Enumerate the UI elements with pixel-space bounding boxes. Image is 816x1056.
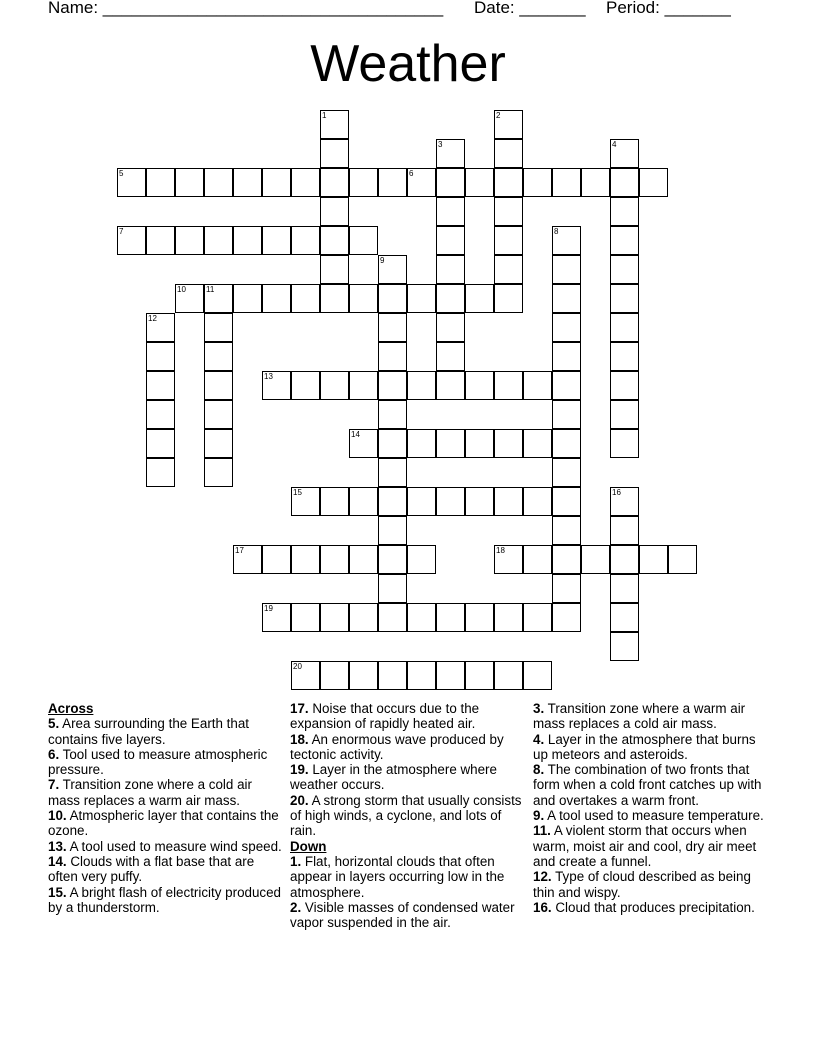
grid-cell[interactable] xyxy=(407,545,436,574)
grid-cell[interactable] xyxy=(204,458,233,487)
page-title: Weather xyxy=(310,35,506,93)
grid-cell[interactable] xyxy=(610,342,639,371)
grid-cell[interactable] xyxy=(320,487,349,516)
grid-cell[interactable] xyxy=(436,255,465,284)
grid-cell[interactable] xyxy=(320,226,349,255)
grid-cell[interactable] xyxy=(465,371,494,400)
grid-cell[interactable] xyxy=(233,284,262,313)
across-heading: Across xyxy=(48,701,94,716)
grid-cell[interactable] xyxy=(494,603,523,632)
grid-cell[interactable] xyxy=(204,371,233,400)
grid-cell[interactable] xyxy=(610,255,639,284)
grid-cell[interactable] xyxy=(610,400,639,429)
grid-cell[interactable] xyxy=(436,661,465,690)
grid-cell[interactable] xyxy=(204,168,233,197)
grid-cell[interactable] xyxy=(523,603,552,632)
clue-number: 19 xyxy=(264,604,273,613)
clue-number: 10 xyxy=(177,285,186,294)
grid-cell[interactable] xyxy=(494,545,523,574)
grid-cell[interactable] xyxy=(378,545,407,574)
grid-cell[interactable] xyxy=(204,342,233,371)
grid-cell[interactable] xyxy=(407,661,436,690)
clue-number: 12 xyxy=(148,314,157,323)
grid-cell[interactable] xyxy=(378,342,407,371)
grid-cell[interactable] xyxy=(581,168,610,197)
grid-cell[interactable] xyxy=(378,284,407,313)
grid-cell[interactable] xyxy=(552,342,581,371)
grid-cell[interactable] xyxy=(436,284,465,313)
grid-cell[interactable] xyxy=(146,313,175,342)
grid-cell[interactable] xyxy=(494,110,523,139)
clue-number: 6 xyxy=(409,169,414,178)
grid-cell[interactable] xyxy=(378,400,407,429)
clue-down-1: 1. Flat, horizontal clouds that often appear in layers occurring low in the atmosphere. xyxy=(290,853,505,900)
grid-cell[interactable] xyxy=(436,371,465,400)
grid-cell[interactable] xyxy=(552,255,581,284)
down-heading: Down xyxy=(290,838,327,854)
grid-cell[interactable] xyxy=(291,284,320,313)
grid-cell[interactable] xyxy=(349,603,378,632)
grid-cell[interactable] xyxy=(494,139,523,168)
clue-number: 15 xyxy=(293,488,302,497)
grid-cell[interactable] xyxy=(349,429,378,458)
grid-cell[interactable] xyxy=(407,487,436,516)
grid-cell[interactable] xyxy=(552,487,581,516)
grid-cell[interactable] xyxy=(320,110,349,139)
grid-cell[interactable] xyxy=(552,313,581,342)
grid-cell[interactable] xyxy=(349,284,378,313)
grid-cell[interactable] xyxy=(552,168,581,197)
clue-down-4: 4. Layer in the atmosphere that burns up meteors and asteroids. xyxy=(533,731,756,762)
grid-cell[interactable] xyxy=(378,429,407,458)
grid-cell[interactable] xyxy=(378,603,407,632)
grid-cell[interactable] xyxy=(552,400,581,429)
clue-number: 7 xyxy=(119,227,124,236)
grid-cell[interactable] xyxy=(291,545,320,574)
grid-cell[interactable] xyxy=(494,487,523,516)
grid-cell[interactable] xyxy=(610,313,639,342)
grid-cell[interactable] xyxy=(291,226,320,255)
grid-cell[interactable] xyxy=(494,197,523,226)
grid-cell[interactable] xyxy=(175,284,204,313)
clue-number: 3 xyxy=(438,140,443,149)
grid-cell[interactable] xyxy=(407,429,436,458)
grid-cell[interactable] xyxy=(610,487,639,516)
clue-down-3: 3. Transition zone where a warm air mass replaces a cold air mass. xyxy=(533,701,746,732)
grid-cell[interactable] xyxy=(610,545,639,574)
grid-cell[interactable] xyxy=(581,545,610,574)
grid-cell[interactable] xyxy=(610,516,639,545)
clue-number: 13 xyxy=(264,372,273,381)
grid-cell[interactable] xyxy=(494,255,523,284)
clue-across-14: 14. Clouds with a flat base that are often very puffy. xyxy=(48,853,255,885)
grid-cell[interactable] xyxy=(291,487,320,516)
clue-column-2 xyxy=(290,701,526,930)
grid-cell[interactable] xyxy=(146,400,175,429)
grid-cell[interactable] xyxy=(494,661,523,690)
grid-cell[interactable] xyxy=(320,139,349,168)
grid-cell[interactable] xyxy=(552,429,581,458)
grid-cell[interactable] xyxy=(378,313,407,342)
grid-cell[interactable] xyxy=(204,284,233,313)
grid-cell[interactable] xyxy=(291,603,320,632)
grid-cell[interactable] xyxy=(407,168,436,197)
grid-cell[interactable] xyxy=(291,371,320,400)
clue-across-13: 13. A tool used to measure wind speed. xyxy=(48,838,282,854)
grid-cell[interactable] xyxy=(349,545,378,574)
name-field[interactable]: Name: ____________________________________ xyxy=(48,0,444,17)
grid-cell[interactable] xyxy=(523,168,552,197)
clue-across-18: 18. An enormous wave produced by tectonic activity. xyxy=(290,731,504,762)
grid-cell[interactable] xyxy=(552,458,581,487)
grid-cell[interactable] xyxy=(320,284,349,313)
grid-cell[interactable] xyxy=(233,545,262,574)
grid-cell[interactable] xyxy=(465,168,494,197)
clue-across-7: 7. Transition zone where a cold air mass replaces a warm air mass. xyxy=(48,777,252,808)
grid-cell[interactable] xyxy=(146,429,175,458)
grid-cell[interactable] xyxy=(523,429,552,458)
grid-cell[interactable] xyxy=(552,371,581,400)
grid-cell[interactable] xyxy=(465,661,494,690)
grid-cell[interactable] xyxy=(610,197,639,226)
grid-cell[interactable] xyxy=(436,226,465,255)
grid-cell[interactable] xyxy=(639,545,668,574)
grid-cell[interactable] xyxy=(407,284,436,313)
grid-cell[interactable] xyxy=(204,226,233,255)
clue-number: 9 xyxy=(380,256,385,265)
grid-cell[interactable] xyxy=(146,168,175,197)
grid-cell[interactable] xyxy=(639,168,668,197)
grid-cell[interactable] xyxy=(378,516,407,545)
grid-cell[interactable] xyxy=(610,139,639,168)
clue-number: 20 xyxy=(293,662,302,671)
grid-cell[interactable] xyxy=(320,255,349,284)
grid-cell[interactable] xyxy=(378,168,407,197)
grid-cell[interactable] xyxy=(378,661,407,690)
grid-cell[interactable] xyxy=(668,545,697,574)
grid-cell[interactable] xyxy=(436,197,465,226)
grid-cell[interactable] xyxy=(436,168,465,197)
grid-cell[interactable] xyxy=(320,197,349,226)
clue-across-15: 15. A bright flash of electricity produced by a thunderstorm. xyxy=(48,884,281,915)
grid-cell[interactable] xyxy=(349,168,378,197)
period-field[interactable]: Period: _______ xyxy=(606,0,731,17)
grid-cell[interactable] xyxy=(378,255,407,284)
grid-cell[interactable] xyxy=(465,603,494,632)
grid-cell[interactable] xyxy=(291,168,320,197)
grid-cell[interactable] xyxy=(320,661,349,690)
grid-cell[interactable] xyxy=(204,313,233,342)
clue-across-20: 20. A strong storm that usually consists of high winds, a cyclone, and lots of rain. xyxy=(290,792,522,839)
grid-cell[interactable] xyxy=(349,371,378,400)
grid-cell[interactable] xyxy=(262,545,291,574)
grid-cell[interactable] xyxy=(262,603,291,632)
grid-cell[interactable] xyxy=(465,429,494,458)
clue-number: 11 xyxy=(206,285,215,294)
date-field[interactable]: Date: _______ xyxy=(474,0,586,17)
grid-cell[interactable] xyxy=(523,371,552,400)
grid-cell[interactable] xyxy=(610,168,639,197)
grid-cell[interactable] xyxy=(610,226,639,255)
clue-column-1 xyxy=(48,701,284,915)
grid-cell[interactable] xyxy=(494,371,523,400)
grid-cell[interactable] xyxy=(610,429,639,458)
grid-cell[interactable] xyxy=(436,139,465,168)
clue-across-10: 10. Atmospheric layer that contains the ozone. xyxy=(48,808,279,839)
grid-cell[interactable] xyxy=(494,226,523,255)
grid-cell[interactable] xyxy=(320,603,349,632)
grid-cell[interactable] xyxy=(378,371,407,400)
grid-cell[interactable] xyxy=(117,226,146,255)
grid-cell[interactable] xyxy=(349,226,378,255)
grid-cell[interactable] xyxy=(465,487,494,516)
clue-number: 16 xyxy=(612,488,621,497)
clue-down-8: 8. The combination of two fronts that form when a cold front catches up with and overtakes a warm front. xyxy=(533,762,762,808)
clue-down-12: 12. Type of cloud described as being thin and wispy. xyxy=(533,869,751,900)
grid-cell[interactable] xyxy=(552,284,581,313)
grid-cell[interactable] xyxy=(436,313,465,342)
clue-number: 14 xyxy=(351,430,360,439)
grid-cell[interactable] xyxy=(407,603,436,632)
grid-cell[interactable] xyxy=(610,603,639,632)
clue-number: 4 xyxy=(612,140,617,149)
grid-cell[interactable] xyxy=(523,545,552,574)
grid-cell[interactable] xyxy=(610,284,639,313)
grid-cell[interactable] xyxy=(146,342,175,371)
grid-cell[interactable] xyxy=(175,226,204,255)
clue-number: 1 xyxy=(322,111,327,120)
grid-cell[interactable] xyxy=(233,168,262,197)
grid-cell[interactable] xyxy=(610,632,639,661)
grid-cell[interactable] xyxy=(291,661,320,690)
grid-cell[interactable] xyxy=(610,574,639,603)
clue-across-17: 17. Noise that occurs due to the expansion of rapidly heated air. xyxy=(290,701,480,732)
grid-cell[interactable] xyxy=(436,342,465,371)
grid-cell[interactable] xyxy=(378,574,407,603)
clue-number: 18 xyxy=(496,546,505,555)
grid-cell[interactable] xyxy=(146,226,175,255)
grid-cell[interactable] xyxy=(204,429,233,458)
grid-cell[interactable] xyxy=(320,371,349,400)
clue-down-16: 16. Cloud that produces precipitation. xyxy=(533,899,755,915)
grid-cell[interactable] xyxy=(552,516,581,545)
clue-number: 2 xyxy=(496,111,501,120)
grid-cell[interactable] xyxy=(436,429,465,458)
grid-cell[interactable] xyxy=(378,487,407,516)
grid-cell[interactable] xyxy=(204,400,233,429)
grid-cell[interactable] xyxy=(552,574,581,603)
grid-cell[interactable] xyxy=(494,429,523,458)
clue-down-11: 11. A violent storm that occurs when warm, moist air and cool, dry air meet and create a funnel. xyxy=(533,823,757,869)
grid-cell[interactable] xyxy=(262,226,291,255)
grid-cell[interactable] xyxy=(262,371,291,400)
grid-cell[interactable] xyxy=(262,168,291,197)
clue-across-6: 6. Tool used to measure atmospheric pressure. xyxy=(48,746,268,778)
grid-cell[interactable] xyxy=(349,487,378,516)
clue-down-9: 9. A tool used to measure temperature. xyxy=(533,808,764,824)
grid-cell[interactable] xyxy=(436,487,465,516)
grid-cell[interactable] xyxy=(436,603,465,632)
clue-across-19: 19. Layer in the atmosphere where weather occurs. xyxy=(290,762,497,793)
clue-number: 5 xyxy=(119,169,124,178)
grid-cell[interactable] xyxy=(262,284,291,313)
grid-cell[interactable] xyxy=(407,371,436,400)
clue-number: 17 xyxy=(235,546,244,555)
clue-number: 8 xyxy=(554,227,559,236)
grid-cell[interactable] xyxy=(552,226,581,255)
clue-column-3 xyxy=(533,701,769,915)
grid-cell[interactable] xyxy=(378,458,407,487)
clue-down-2: 2. Visible masses of condensed water vapor suspended in the air. xyxy=(290,899,515,931)
grid-cell[interactable] xyxy=(349,661,378,690)
grid-cell[interactable] xyxy=(175,168,204,197)
clue-across-5: 5. Area surrounding the Earth that contains five layers. xyxy=(48,716,249,747)
grid-cell[interactable] xyxy=(552,603,581,632)
grid-cell[interactable] xyxy=(494,168,523,197)
grid-cell[interactable] xyxy=(523,661,552,690)
grid-cell[interactable] xyxy=(610,371,639,400)
grid-cell[interactable] xyxy=(523,487,552,516)
grid-cell[interactable] xyxy=(320,545,349,574)
grid-cell[interactable] xyxy=(494,284,523,313)
grid-cell[interactable] xyxy=(320,168,349,197)
grid-cell[interactable] xyxy=(117,168,146,197)
grid-cell[interactable] xyxy=(146,458,175,487)
grid-cell[interactable] xyxy=(146,371,175,400)
grid-cell[interactable] xyxy=(465,284,494,313)
grid-cell[interactable] xyxy=(552,545,581,574)
grid-cell[interactable] xyxy=(233,226,262,255)
